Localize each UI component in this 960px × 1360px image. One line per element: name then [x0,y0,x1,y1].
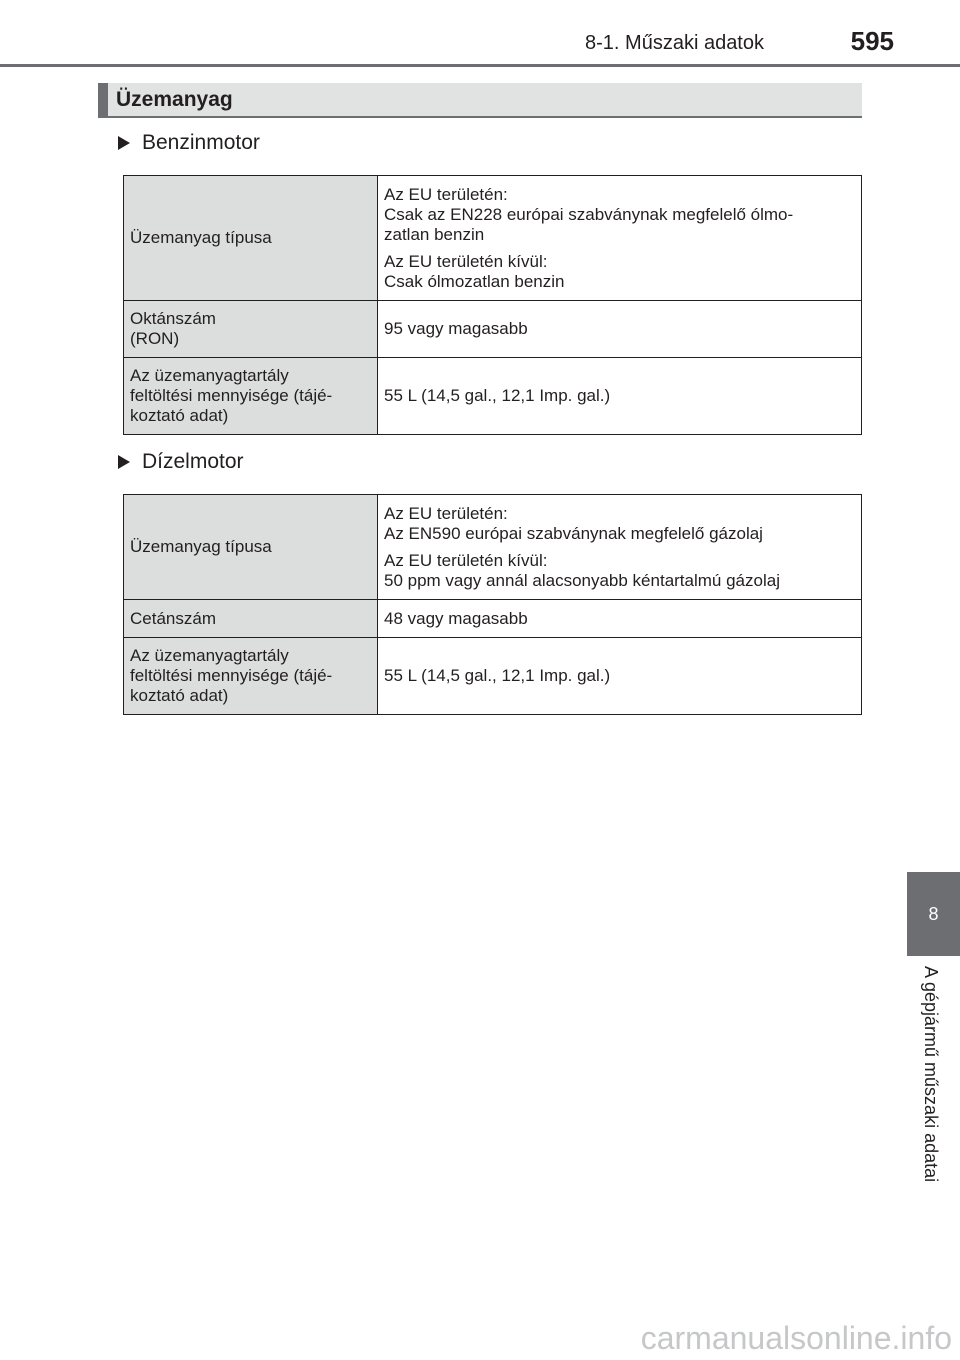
header-title: 8-1. Műszaki adatok [585,32,764,54]
header-rule [0,64,960,67]
petrol-heading-label: Benzinmotor [142,131,260,154]
value-paragraph: Az EU területén kívül: 50 ppm vagy annál alacsonyabb kéntartalmú gázolaj [384,550,780,590]
value-paragraph: 55 L (14,5 gal., 12,1 Imp. gal.) [384,386,611,405]
triangle-bullet-icon [118,136,130,150]
petrol-heading [118,130,260,156]
table-value-cell [378,495,862,600]
section-bar-accent [98,83,108,116]
table-row [124,600,862,638]
diesel-heading-label: Dízelmotor [142,450,244,473]
value-paragraph: Az EU területén: Csak az EN228 európai szabványnak megfelelő ólmo- zatlan benzin [384,184,794,244]
value-paragraph: Az EU területén kívül: Csak ólmozatlan benzin [384,251,565,291]
petrol-spec-table [123,175,862,435]
table-value-cell [378,301,862,358]
table-key-cell: Az üzemanyagtartály feltöltési mennyisége (tájé- koztató adat) [124,358,378,435]
value-paragraph: 95 vagy magasabb [384,319,528,338]
table-value-cell [378,176,862,301]
table-value-cell [378,638,862,715]
table-key-cell: Az üzemanyagtartály feltöltési mennyisége (tájé- koztató adat) [124,638,378,715]
value-paragraph: 55 L (14,5 gal., 12,1 Imp. gal.) [384,666,611,685]
table-key-cell: Cetánszám [124,600,378,638]
page-number: 595 [850,26,894,56]
value-paragraph: Az EU területén: Az EN590 európai szabványnak megfelelő gázolaj [384,503,763,543]
table-row [124,638,862,715]
chapter-number: 8 [928,903,939,924]
diesel-heading [118,449,244,475]
section-title: Üzemanyag [116,88,233,111]
triangle-bullet-icon [118,455,130,469]
chapter-side-label: A gépjármű műszaki adatai [921,966,941,1183]
chapter-tab [907,872,960,956]
table-row [124,495,862,600]
watermark: carmanualsonline.info [640,1320,952,1356]
table-key-cell: Üzemanyag típusa [124,176,378,301]
diesel-spec-table [123,494,862,715]
table-row [124,176,862,301]
table-row [124,358,862,435]
section-bar [98,83,862,118]
value-paragraph: 48 vagy magasabb [384,608,528,628]
table-key-cell: Üzemanyag típusa [124,495,378,600]
table-value-cell [378,600,862,638]
table-value-cell [378,358,862,435]
table-key-cell: Oktánszám (RON) [124,301,378,358]
table-row [124,301,862,358]
